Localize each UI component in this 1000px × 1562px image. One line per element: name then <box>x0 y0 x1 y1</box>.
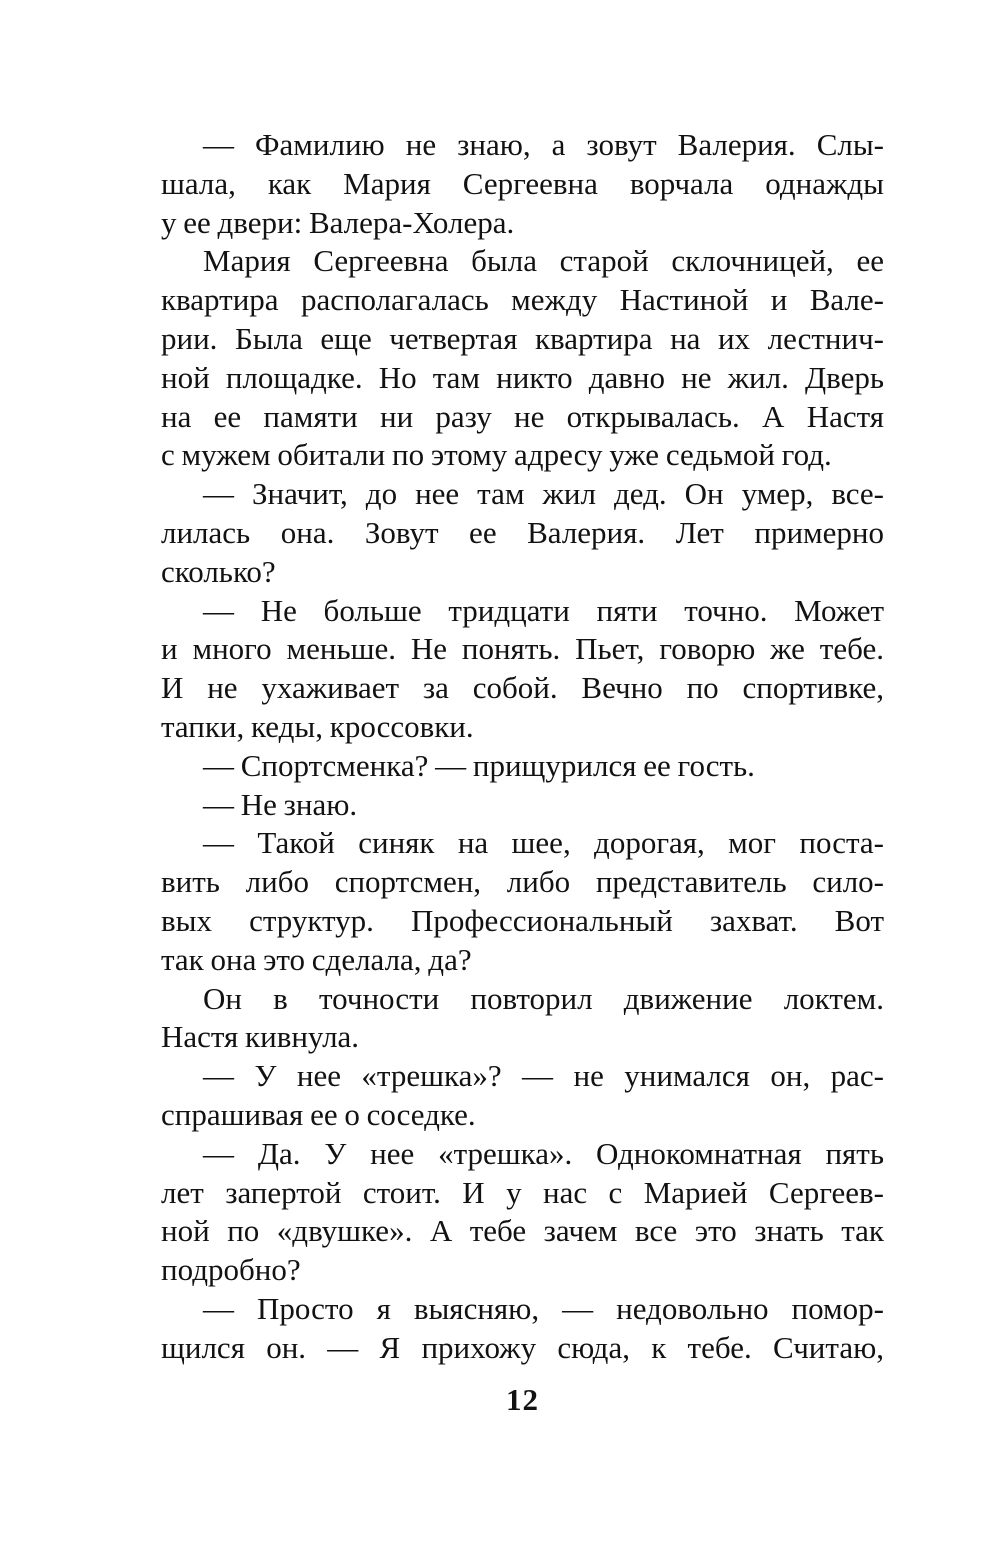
text-line: с мужем обитали по этому адресу уже седьмой год. <box>161 437 832 473</box>
text-line: спрашивая ее о соседке. <box>161 1096 476 1132</box>
text-line: — Такой синяк на шее, дорогая, мог поста- <box>203 825 884 861</box>
text-line: Мария Сергеевна была старой склочницей, ее <box>203 243 884 279</box>
text-line: тапки, кеды, кроссовки. <box>161 708 474 744</box>
text-line: — Спортсменка? — прищурился ее гость. <box>203 747 755 783</box>
text-line: сколько? <box>161 553 276 589</box>
text-line: подробно? <box>161 1252 301 1288</box>
text-line: квартира располагалась между Настиной и Вале- <box>161 282 884 318</box>
text-line: — Значит, до нее там жил дед. Он умер, все- <box>203 476 884 512</box>
text-line: у ее двери: Валера-Холера. <box>161 204 515 240</box>
text-line: И не ухаживает за собой. Вечно по спортивке, <box>161 670 884 706</box>
text-line: и много меньше. Не понять. Пьет, говорю же тебе. <box>161 631 884 667</box>
text-line: — Да. У нее «трешка». Однокомнатная пять <box>203 1135 884 1171</box>
text-line: щился он. — Я прихожу сюда, к тебе. Считаю, <box>161 1329 884 1365</box>
text-line: — Не больше тридцати пяти точно. Может <box>203 592 884 628</box>
text-line: шала, как Мария Сергеевна ворчала однажды <box>161 165 884 201</box>
text-line: так она это сделала, да? <box>161 941 472 977</box>
page-number: 12 <box>506 1382 539 1417</box>
text-line: ной площадке. Но там никто давно не жил. Дверь <box>161 359 884 395</box>
text-line: на ее памяти ни разу не открывалась. А Настя <box>161 398 884 434</box>
text-line: Настя кивнула. <box>161 1019 360 1055</box>
text-line: — Просто я выясняю, — недовольно помор- <box>203 1290 884 1326</box>
text-line: рии. Была еще четвертая квартира на их лестнич- <box>161 320 884 356</box>
text-line: ной по «двушке». А тебе зачем все это знать так <box>161 1213 884 1249</box>
text-line: лилась она. Зовут ее Валерия. Лет примерно <box>161 514 884 550</box>
text-line: лет запертой стоит. И у нас с Марией Сергеев- <box>161 1174 884 1210</box>
text-line: Он в точности повторил движение локтем. <box>203 980 884 1016</box>
text-line: вить либо спортсмен, либо представитель сило- <box>161 864 884 900</box>
text-line: — Фамилию не знаю, а зовут Валерия. Слы- <box>203 127 884 162</box>
page-text <box>161 126 884 1368</box>
text-line: — Не знаю. <box>203 786 358 822</box>
text-line: — У нее «трешка»? — не унимался он, рас- <box>203 1058 884 1094</box>
text-line: вых структур. Профессиональный захват. Вот <box>161 902 884 938</box>
